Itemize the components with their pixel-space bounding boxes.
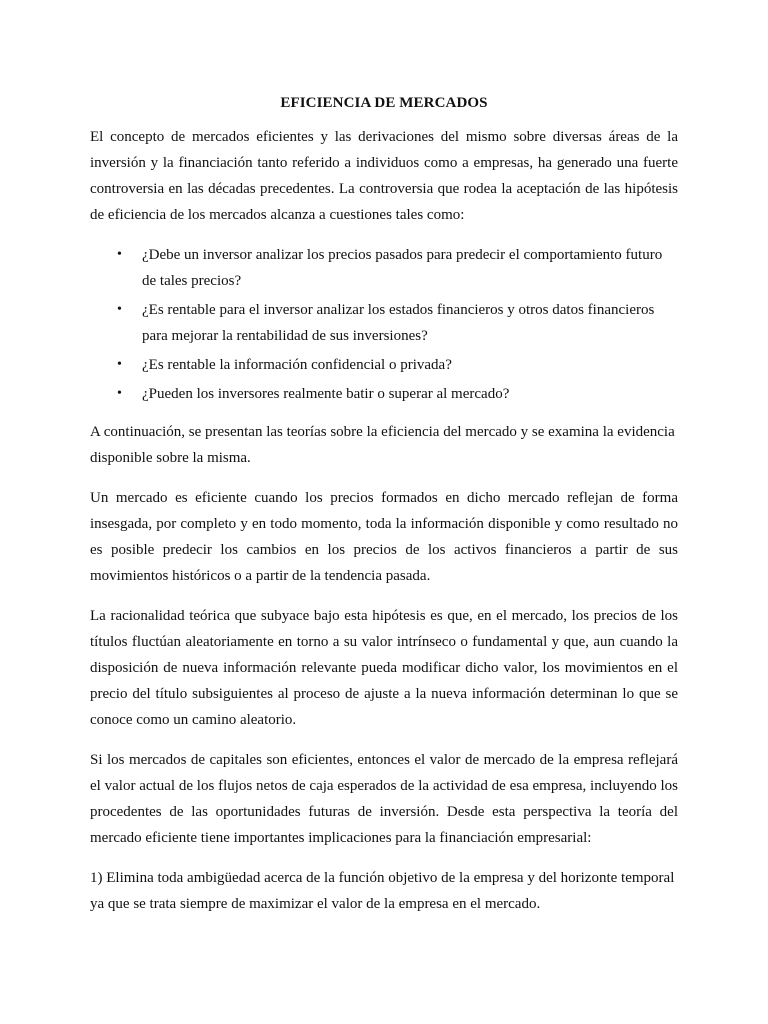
body-paragraph: La racionalidad teórica que subyace bajo esta hipótesis es que, en el mercado, los precios de los títulos fluctúan aleatoriamente en torno a su valor intrínseco o fundamental y que, aun cuando la disposición de nueva información relevante pueda modificar dicho valor, los movimientos en el precio del título subsiguientes al proceso de ajuste a la nueva información determinan lo que se conoce como un camino aleatorio. <box>90 608 678 728</box>
list-item-text: ¿Debe un inversor analizar los precios pasados para predecir el comportamiento futuro de tales precios? <box>142 247 663 289</box>
bullet-icon: • <box>117 357 122 372</box>
list-item-text: ¿Pueden los inversores realmente batir o superar al mercado? <box>142 386 510 402</box>
intro-paragraph: El concepto de mercados eficientes y las derivaciones del mismo sobre diversas áreas de la inversión y la financiación tanto referido a individuos como a empresas, ha generado una fuerte controversia en las décadas precedentes. La controversia que rodea la aceptación de las hipótesis de eficiencia de los mercados alcanza a cuestiones tales como: <box>90 129 678 223</box>
list-item <box>117 297 678 349</box>
body-paragraph: Un mercado es eficiente cuando los precios formados en dicho mercado reflejan de forma insesgada, por completo y en todo momento, toda la información disponible y como resultado no es posible predecir los cambios en los precios de los activos financieros a partir de sus movimientos históricos o a partir de la tendencia pasada. <box>90 490 678 584</box>
bullet-icon: • <box>117 247 122 262</box>
body-paragraph: Si los mercados de capitales son eficientes, entonces el valor de mercado de la empresa reflejará el valor actual de los flujos netos de caja esperados de la actividad de esa empresa, incluyendo los procedentes de las oportunidades futuras de inversión. Desde esta perspectiva la teoría del mercado eficiente tiene importantes implicaciones para la financiación empresarial: <box>90 752 678 846</box>
list-item <box>117 381 678 407</box>
list-item <box>117 242 678 294</box>
bullet-icon: • <box>117 386 122 401</box>
body-paragraph: A continuación, se presentan las teorías sobre la eficiencia del mercado y se examina la evidencia disponible sobre la misma. <box>90 424 675 466</box>
body-paragraph: 1) Elimina toda ambigüedad acerca de la función objetivo de la empresa y del horizonte temporal ya que se trata siempre de maximizar el valor de la empresa en el mercado. <box>90 870 675 912</box>
question-list <box>90 242 678 407</box>
list-item-text: ¿Es rentable la información confidencial o privada? <box>142 357 452 373</box>
document-title: EFICIENCIA DE MERCADOS <box>280 95 488 111</box>
list-item-text: ¿Es rentable para el inversor analizar los estados financieros y otros datos financieros para mejorar la rentabilidad de sus inversiones? <box>142 302 655 344</box>
list-item <box>117 352 678 378</box>
bullet-icon: • <box>117 302 122 317</box>
